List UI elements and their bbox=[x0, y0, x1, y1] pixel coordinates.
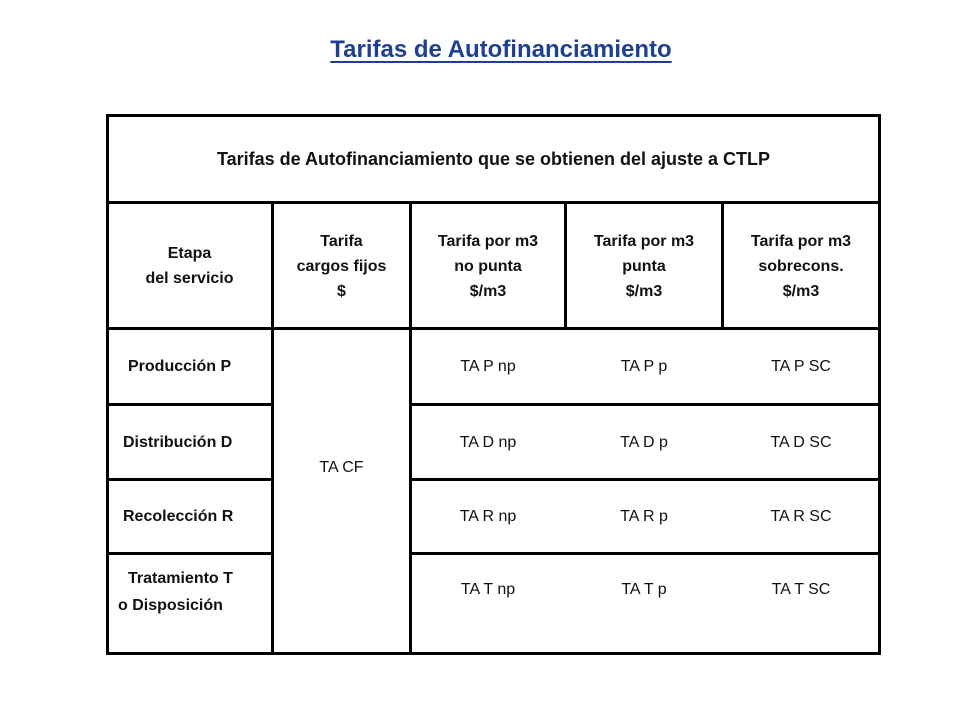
header-punta-line-2: punta bbox=[622, 257, 666, 275]
no-punta-cell bbox=[412, 481, 564, 552]
header-fixed-charge-line-1: Tarifa bbox=[320, 232, 363, 250]
header-fixed-charge-line-2: cargos fijos bbox=[296, 257, 387, 275]
punta-cell bbox=[567, 330, 721, 403]
divider-under-title bbox=[106, 201, 881, 204]
no-punta-value: TA D np bbox=[459, 433, 517, 451]
divider-row-3 bbox=[106, 552, 274, 555]
table-title: Tarifas de Autofinanciamiento que se obtienen del ajuste a CTLP bbox=[216, 148, 771, 169]
sobrecons-cell bbox=[724, 481, 878, 552]
stage-label: Distribución D bbox=[123, 433, 233, 451]
header-sobrecons bbox=[724, 221, 878, 311]
stage-cell bbox=[118, 566, 271, 636]
header-no-punta-line-1: Tarifa por m3 bbox=[437, 232, 539, 250]
stage-label: Recolección R bbox=[123, 508, 234, 525]
punta-value: TA P p bbox=[620, 358, 668, 375]
sobrecons-cell bbox=[724, 555, 878, 625]
punta-value: TA T p bbox=[621, 581, 667, 598]
page-title: Tarifas de Autofinanciamiento bbox=[330, 36, 672, 63]
stage-cell bbox=[118, 330, 271, 403]
header-no-punta-line-2: no punta bbox=[454, 257, 522, 275]
stage-label-line-2: o Disposición bbox=[118, 597, 223, 614]
header-punta-line-1: Tarifa por m3 bbox=[593, 232, 695, 250]
header-fixed-charge bbox=[274, 221, 409, 311]
stage-label: Producción P bbox=[128, 358, 232, 375]
sobrecons-value: TA D SC bbox=[770, 433, 832, 451]
header-no-punta-line-3: $/m3 bbox=[469, 282, 507, 300]
punta-cell bbox=[567, 555, 721, 625]
header-punta bbox=[567, 221, 721, 311]
header-stage bbox=[108, 221, 271, 311]
header-stage-line-2: del servicio bbox=[145, 270, 234, 287]
header-no-punta bbox=[412, 221, 564, 311]
no-punta-value: TA R np bbox=[459, 508, 517, 525]
punta-cell bbox=[567, 481, 721, 552]
punta-value: TA R p bbox=[620, 508, 668, 525]
header-sobrecons-line-1: Tarifa por m3 bbox=[750, 232, 852, 250]
header-sobrecons-line-3: $/m3 bbox=[782, 282, 820, 300]
sobrecons-value: TA P SC bbox=[771, 358, 831, 375]
header-stage-line-1: Etapa bbox=[167, 245, 212, 262]
header-punta-line-3: $/m3 bbox=[625, 282, 663, 300]
punta-value: TA D p bbox=[620, 433, 668, 451]
sobrecons-value: TA R SC bbox=[770, 508, 832, 525]
sobrecons-cell bbox=[724, 406, 878, 478]
no-punta-value: TA P np bbox=[460, 358, 516, 375]
fixed-charge-value: TA CF bbox=[319, 459, 364, 476]
no-punta-cell bbox=[412, 406, 564, 478]
no-punta-value: TA T np bbox=[460, 581, 516, 598]
punta-cell bbox=[567, 406, 721, 478]
sobrecons-cell bbox=[724, 330, 878, 403]
header-sobrecons-line-2: sobrecons. bbox=[758, 257, 844, 275]
fixed-charge-cell bbox=[274, 330, 409, 605]
stage-cell bbox=[118, 481, 271, 552]
no-punta-cell bbox=[412, 330, 564, 403]
stage-label-line-1: Tratamiento T bbox=[128, 570, 233, 587]
stage-cell bbox=[118, 406, 271, 478]
sobrecons-value: TA T SC bbox=[771, 581, 831, 598]
header-fixed-charge-line-3: $ bbox=[337, 282, 346, 300]
no-punta-cell bbox=[412, 555, 564, 625]
